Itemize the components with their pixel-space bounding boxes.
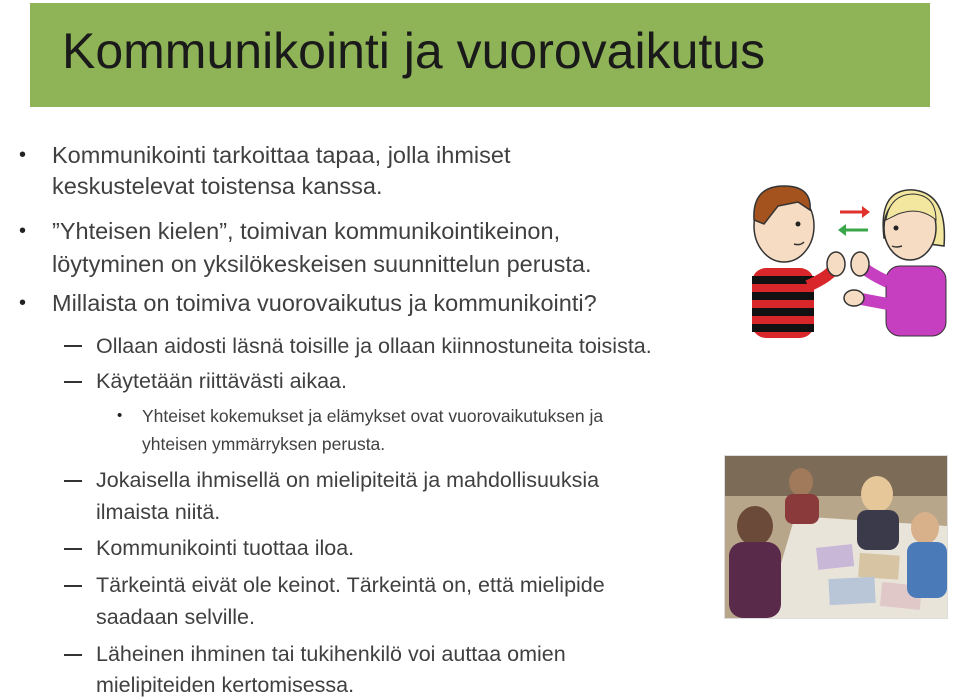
dash-marker — [64, 480, 82, 482]
bullet-dot: • — [19, 220, 27, 242]
bullet-2-line-1: ”Yhteisen kielen”, toimivan kommunikointikeinon, — [52, 218, 561, 244]
bullet-dot: • — [19, 144, 27, 166]
sub-sub-bullet-1-line-1: Yhteiset kokemukset ja elämykset ovat vuorovaikutuksen ja — [142, 406, 604, 426]
exchange-arrows-icon — [838, 206, 870, 236]
communication-illustration — [738, 176, 952, 338]
bullet-dot: • — [19, 292, 27, 314]
dash-marker — [64, 381, 82, 383]
sub-bullet-6-line-1: Läheinen ihminen tai tukihenkilö voi auttaa omien — [96, 642, 566, 666]
dash-marker — [64, 585, 82, 587]
sub-bullet-2: Käytetään riittävästi aikaa. — [96, 369, 347, 393]
boy-figure — [752, 186, 845, 338]
sub-bullet-6-line-2: mielipiteiden kertomisessa. — [96, 673, 355, 697]
sub-bullet-3-line-2: ilmaista niitä. — [96, 500, 221, 524]
bullet-3-line-1: Millaista on toimiva vuorovaikutus ja kommunikointi? — [52, 290, 597, 316]
sub-bullet-1: Ollaan aidosti läsnä toisille ja ollaan kiinnostuneita toisista. — [96, 334, 652, 358]
slide-title: Kommunikointi ja vuorovaikutus — [62, 23, 766, 79]
bullet-1-line-1: Kommunikointi tarkoittaa tapaa, jolla ihmiset — [52, 142, 511, 168]
dash-marker — [64, 548, 82, 550]
bullet-dot-small: • — [117, 407, 123, 424]
bullet-2-line-2: löytyminen on yksilökeskeisen suunnittelun perusta. — [52, 251, 592, 277]
bullet-1-line-2: keskustelevat toistensa kanssa. — [52, 173, 383, 199]
sub-bullet-5-line-1: Tärkeintä eivät ole keinot. Tärkeintä on, että mielipide — [96, 573, 605, 597]
dash-marker — [64, 654, 82, 656]
sub-bullet-4: Kommunikointi tuottaa iloa. — [96, 536, 355, 560]
dash-marker — [64, 345, 82, 347]
sub-sub-bullet-1-line-2: yhteisen ymmärryksen perusta. — [142, 434, 386, 454]
group-photo — [724, 455, 948, 619]
sub-bullet-5-line-2: saadaan selville. — [96, 605, 255, 629]
sub-bullet-3-line-1: Jokaisella ihmisellä on mielipiteitä ja mahdollisuuksia — [96, 468, 600, 492]
